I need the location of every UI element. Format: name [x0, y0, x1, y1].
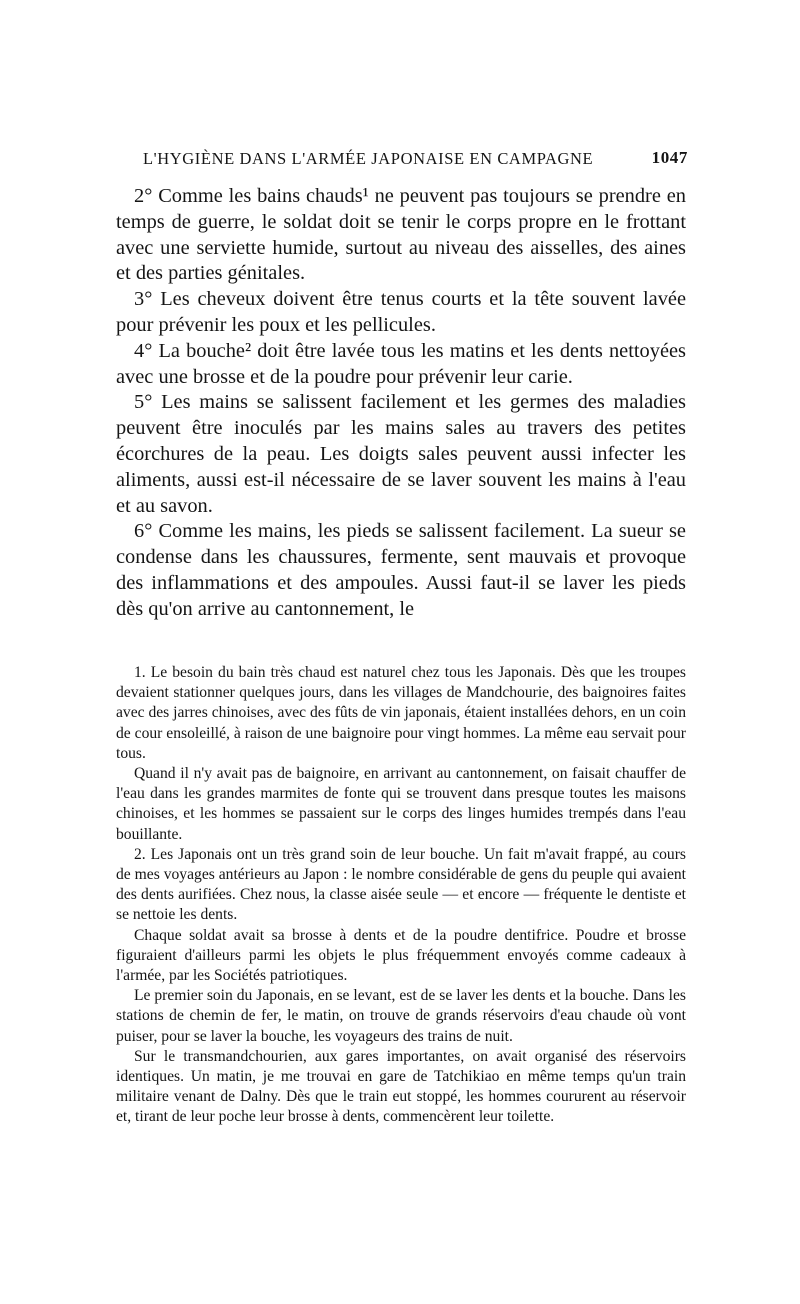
footnote-2: 2. Les Japonais ont un très grand soin de leur bouche. Un fait m'avait frappé, au cours de mes voyages antérieurs au Japon : le nombre considérable de gens du peuple qui avaient des dents aurifiées. Chez nous, la classe aisée seule — et encore — fréquente le dentiste et se nettoie les dents.	[116, 845, 686, 924]
page-number: 1047	[651, 148, 688, 167]
footnote-2-railway: Sur le transmandchourien, aux gares importantes, on avait organisé des réservoirs identiques. Un matin, je me trouvai en gare de Tatchikiao en même temps qu'un train militaire venant de Dalny. Dès que le train eut stoppé, les hommes coururent au réservoir et, tirant de leur poche leur brosse à dents, commencèrent leur toilette.	[116, 1047, 686, 1126]
footnote-2-brushes: Chaque soldat avait sa brosse à dents et de la poudre dentifrice. Poudre et brosse figuraient d'ailleurs parmi les objets le plus fréquemment envoyés comme cadeaux à l'armée, par les Sociétés patriotiques.	[116, 926, 686, 985]
paragraph-hair: 3° Les cheveux doivent être tenus courts et la tête souvent lavée pour prévenir les poux et les pellicules.	[116, 288, 686, 336]
main-text	[116, 184, 686, 623]
footnote-2-morning: Le premier soin du Japonais, en se levant, est de se laver les dents et la bouche. Dans les stations de chemin de fer, le matin, on trouve de grands réservoirs d'eau chaude où vont puiser, pour se laver la bouche, les voyageurs des trains de nuit.	[116, 987, 686, 1045]
paragraph-baths: 2° Comme les bains chauds¹ ne peuvent pas toujours se prendre en temps de guerre, le soldat doit se tenir le corps propre en le frottant avec une serviette humide, surtout au niveau des aisselles, des aines et des parties génitales.	[116, 185, 686, 285]
footnotes	[116, 663, 686, 1128]
running-head	[116, 147, 688, 173]
paragraph-feet: 6° Comme les mains, les pieds se salissent facilement. La sueur se condense dans les chaussures, fermente, sent mauvais et provoque des inflammations et des ampoules. Aussi faut-il se laver les pieds dès qu'on arrive au cantonnement, le	[116, 520, 686, 620]
paragraph-mouth: 4° La bouche² doit être lavée tous les matins et les dents nettoyées avec une brosse et de la poudre pour prévenir leur carie.	[116, 339, 686, 388]
running-title: L'HYGIÈNE DANS L'ARMÉE JAPONAISE EN CAMPAGNE	[143, 149, 594, 168]
footnote-1-continued: Quand il n'y avait pas de baignoire, en arrivant au cantonnement, on faisait chauffer de l'eau dans les grandes marmites de fonte qui se trouvent dans presque toutes les maisons chinoises, et les hommes se passaient sur le corps des linges humides trempés dans l'eau bouillante.	[116, 765, 686, 843]
footnote-1: 1. Le besoin du bain très chaud est naturel chez tous les Japonais. Dès que les troupes devaient stationner quelques jours, dans les villages de Mandchourie, des baignoires faites avec des jarres chinoises, avec des fûts de vin japonais, étaient installées dehors, en un coin de cour ensoleillé, à raison de une baignoire pour vingt hommes. La même eau servait pour tous.	[116, 664, 686, 762]
paragraph-hands: 5° Les mains se salissent facilement et les germes des maladies peuvent être inoculés par les mains sales au travers des petites écorchures de la peau. Les doigts sales peuvent aussi infecter les aliments, aussi est-il nécessaire de se laver souvent les mains à l'eau et au savon.	[116, 391, 686, 517]
